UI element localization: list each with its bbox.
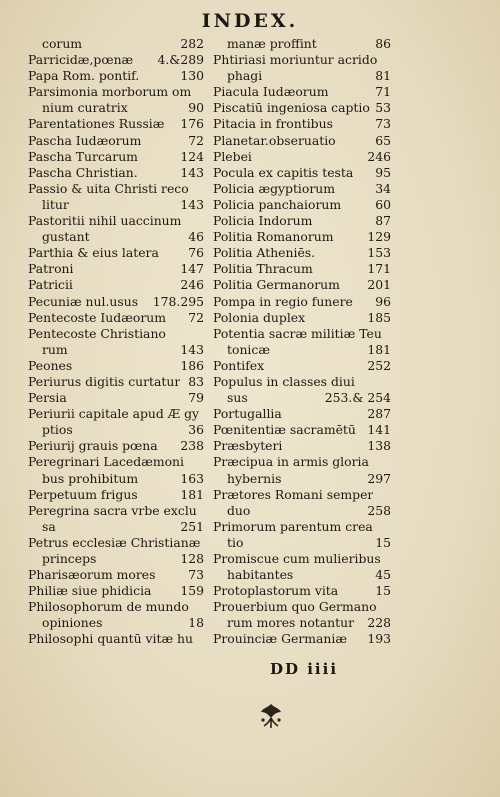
index-entry-text: Plebei xyxy=(213,148,252,164)
index-entry xyxy=(28,358,204,374)
index-entry-page: 4.&289 xyxy=(157,52,204,68)
index-entry-page: 83 xyxy=(188,373,204,389)
index-entry-page: 18 xyxy=(188,615,204,631)
index-entry-page xyxy=(387,326,391,342)
index-entry-text: manæ proffint xyxy=(227,36,317,51)
index-entry-text: Pitacia in frontibus xyxy=(213,116,333,132)
index-entry xyxy=(28,342,204,358)
index-entry-text: ptios xyxy=(42,422,73,438)
index-entry xyxy=(28,551,204,567)
index-entry xyxy=(28,471,204,487)
index-entry-text: Policia panchaiorum xyxy=(213,196,342,212)
index-entry-text: Pentecoste Christiano xyxy=(28,325,166,341)
index-entry-page: 138 xyxy=(367,438,391,454)
index-entry-text: Policia Indorum xyxy=(213,213,313,229)
index-entry xyxy=(213,261,391,277)
index-entry xyxy=(213,165,391,181)
index-entry-text: Præsbyteri xyxy=(213,438,283,454)
index-entry-text: Planetar.obseruatio xyxy=(213,132,336,148)
index-entry-page xyxy=(387,52,391,68)
index-entry xyxy=(213,615,391,631)
index-column-left xyxy=(28,36,204,648)
index-entry xyxy=(28,36,204,52)
index-entry-page: 163 xyxy=(180,470,204,486)
index-entry-page: 95 xyxy=(375,164,391,180)
index-entry xyxy=(213,294,391,310)
index-entry-page: 193 xyxy=(367,631,391,647)
index-entry xyxy=(213,326,391,342)
index-entry-page: 87 xyxy=(375,213,391,229)
index-entry xyxy=(213,358,391,374)
index-entry xyxy=(213,310,391,326)
index-entry xyxy=(213,149,391,165)
index-entry xyxy=(28,615,204,631)
index-entry xyxy=(213,277,391,293)
index-entry xyxy=(28,535,204,551)
index-entry-text: corum xyxy=(42,36,83,51)
index-entry-text: Phtiriasi moriuntur acrido xyxy=(213,52,378,68)
index-entry xyxy=(28,261,204,277)
index-entry-page: 143 xyxy=(180,164,204,180)
index-entry-text: opiniones xyxy=(42,615,103,631)
index-entry-page: 258 xyxy=(367,502,391,518)
signature-mark: DD iiii xyxy=(270,660,339,678)
index-entry-page: 86 xyxy=(375,36,391,51)
index-entry-page: 251 xyxy=(180,518,204,534)
index-entry-text: Petrus ecclesiæ Christianæ xyxy=(28,534,200,550)
index-entry xyxy=(213,100,391,116)
index-entry-text: Perpetuum frigus xyxy=(28,486,138,502)
index-entry-text: Populus in classes diui xyxy=(213,373,355,389)
index-entry-text: Peones xyxy=(28,357,73,373)
index-entry xyxy=(213,133,391,149)
index-entry-page: 72 xyxy=(188,132,204,148)
index-entry-text: Pascha Turcarum xyxy=(28,148,138,164)
index-entry-text: sus xyxy=(227,390,248,406)
index-entry-page: 252 xyxy=(367,357,391,373)
index-entry-page xyxy=(387,454,391,470)
index-entry-page: 287 xyxy=(367,406,391,422)
index-entry xyxy=(213,116,391,132)
index-entry xyxy=(213,519,391,535)
index-entry-text: Pontifex xyxy=(213,357,265,373)
index-entry-page: 90 xyxy=(188,100,204,116)
index-entry xyxy=(28,100,204,116)
index-entry xyxy=(28,326,204,342)
index-entry-text: Pecuniæ nul.usus xyxy=(28,293,139,309)
index-entry xyxy=(28,294,204,310)
index-entry-page: 128 xyxy=(180,551,204,566)
index-entry xyxy=(28,422,204,438)
index-entry xyxy=(28,149,204,165)
index-entry-page: 228 xyxy=(367,615,391,631)
index-entry-text: Patricii xyxy=(28,277,73,293)
index-entry xyxy=(28,213,204,229)
index-entry-page: 297 xyxy=(367,470,391,486)
index-entry-text: Philosophorum de mundo xyxy=(28,599,189,615)
index-entry-page: 181 xyxy=(180,486,204,502)
index-entry-text: Peregrinari Lacedæmoni xyxy=(28,454,184,470)
index-entry-page xyxy=(200,454,204,470)
index-entry-text: rum mores notantur xyxy=(227,615,355,631)
index-entry xyxy=(28,583,204,599)
index-entry xyxy=(213,551,391,567)
index-entry xyxy=(213,342,391,358)
index-entry-text: bus prohibitum xyxy=(42,470,139,486)
index-entry-text: Prouerbium quo Germano xyxy=(213,599,377,615)
index-entry xyxy=(213,245,391,261)
index-entry-page xyxy=(200,84,204,100)
index-entry-page: 73 xyxy=(375,116,391,132)
index-entry-page: 45 xyxy=(375,567,391,583)
index-entry-page xyxy=(200,181,204,197)
index-entry-page: 159 xyxy=(180,583,204,599)
index-entry-page: 60 xyxy=(375,196,391,212)
index-entry-text: sa xyxy=(42,518,56,534)
index-column-right xyxy=(213,36,391,648)
index-entry xyxy=(213,36,391,52)
index-entry-text: Piacula Iudæorum xyxy=(213,84,329,100)
index-entry-page: 73 xyxy=(188,567,204,583)
index-entry-page: 124 xyxy=(180,148,204,164)
index-entry xyxy=(28,631,204,647)
index-entry-page xyxy=(200,503,204,519)
index-entry-page: 141 xyxy=(367,422,391,438)
index-entry-text: Prouinciæ Germaniæ xyxy=(213,631,348,647)
index-entry-text: tonicæ xyxy=(227,341,270,357)
index-entry-text: Philosophi quantū vitæ hu xyxy=(28,631,193,647)
index-entry-text: Pascha Iudæorum xyxy=(28,132,142,148)
index-entry-page xyxy=(387,551,391,567)
index-entry-text: Politia Thracum xyxy=(213,261,313,277)
index-entry xyxy=(28,406,204,422)
index-entry-page: 72 xyxy=(188,309,204,325)
index-entry-text: Peregrina sacra vrbe exclu xyxy=(28,502,197,518)
index-entry-page: 71 xyxy=(375,84,391,100)
index-entry xyxy=(213,374,391,390)
index-entry-page: 153 xyxy=(367,245,391,261)
index-entry-page: 185 xyxy=(367,309,391,325)
index-entry xyxy=(28,438,204,454)
index-entry-page: 143 xyxy=(180,341,204,357)
index-entry-page: 201 xyxy=(367,277,391,293)
printer-fleuron-icon xyxy=(255,700,287,730)
index-entry xyxy=(28,567,204,583)
index-entry-page: 129 xyxy=(367,229,391,245)
index-entry-page: 96 xyxy=(375,293,391,309)
index-entry-page: 143 xyxy=(180,196,204,212)
index-entry-text: Parentationes Russiæ xyxy=(28,116,165,132)
index-entry-text: Politia Atheniēs. xyxy=(213,245,316,261)
index-entry-text: habitantes xyxy=(227,567,294,583)
index-entry-text: Passio & uita Christi reco xyxy=(28,180,189,196)
index-entry-page: 181 xyxy=(367,341,391,357)
index-entry-page: 34 xyxy=(375,180,391,196)
index-entry-text: gustant xyxy=(42,229,90,245)
index-entry-page: 238 xyxy=(180,438,204,454)
index-entry-page xyxy=(387,599,391,615)
index-entry-text: Politia Germanorum xyxy=(213,277,340,293)
index-entry xyxy=(213,229,391,245)
index-entry-text: phagi xyxy=(227,68,263,84)
index-entry-page xyxy=(200,631,204,647)
index-entry-text: Periurus digitis curtatur xyxy=(28,373,181,389)
index-entry-text: rum xyxy=(42,341,68,357)
index-entry xyxy=(213,406,391,422)
index-entry-text: Pascha Christian. xyxy=(28,164,138,180)
index-entry xyxy=(28,599,204,615)
index-entry-text: Primorum parentum crea xyxy=(213,518,373,534)
index-entry-page: 253.& 254 xyxy=(324,390,391,406)
index-entry-text: Periurij grauis pœna xyxy=(28,438,158,454)
index-entry-text: Præcipua in armis gloria xyxy=(213,454,369,470)
index-entry-page xyxy=(387,487,391,503)
index-entry-page: 53 xyxy=(375,100,391,116)
index-entry xyxy=(28,374,204,390)
index-entry-page: 76 xyxy=(188,245,204,261)
index-entry xyxy=(213,438,391,454)
index-entry-text: Protoplastorum vita xyxy=(213,583,339,599)
index-entry-text: Pastoritii nihil uaccinum xyxy=(28,213,182,229)
index-entry-page: 282 xyxy=(180,36,204,51)
index-entry xyxy=(213,84,391,100)
index-entry-page xyxy=(200,326,204,342)
index-entry xyxy=(213,422,391,438)
page-title: INDEX. xyxy=(201,10,299,32)
index-entry-text: Philiæ siue phidicia xyxy=(28,583,152,599)
index-entry xyxy=(28,84,204,100)
index-entry-page xyxy=(387,519,391,535)
index-entry xyxy=(28,181,204,197)
index-entry xyxy=(213,631,391,647)
index-entry-text: duo xyxy=(227,502,251,518)
index-entry-page: 65 xyxy=(375,132,391,148)
index-entry-text: princeps xyxy=(42,551,97,566)
index-entry xyxy=(28,197,204,213)
index-entry-text: Papa Rom. pontif. xyxy=(28,68,140,84)
index-entry-text: Polonia duplex xyxy=(213,309,306,325)
index-entry-text: Policia ægyptiorum xyxy=(213,180,336,196)
index-entry xyxy=(28,503,204,519)
index-entry-text: Parthia & eius latera xyxy=(28,245,159,261)
index-entry-page: 171 xyxy=(367,261,391,277)
index-entry xyxy=(28,277,204,293)
index-entry-page: 81 xyxy=(375,68,391,84)
index-entry xyxy=(213,390,391,406)
index-entry-text: Pentecoste Iudæorum xyxy=(28,309,166,325)
index-entry xyxy=(213,599,391,615)
index-entry xyxy=(213,454,391,470)
index-entry-page xyxy=(200,406,204,422)
index-entry-text: Pocula ex capitis testa xyxy=(213,164,354,180)
index-entry-page: 178.295 xyxy=(152,293,204,309)
index-entry-page: 15 xyxy=(375,534,391,550)
index-entry xyxy=(213,52,391,68)
index-entry xyxy=(213,471,391,487)
index-entry-text: Pompa in regio funere xyxy=(213,293,353,309)
index-entry-text: Pœnitentiæ sacramētū xyxy=(213,422,356,438)
index-entry xyxy=(213,213,391,229)
index-entry-text: Piscatiū ingeniosa captio xyxy=(213,100,370,116)
index-entry xyxy=(28,454,204,470)
index-entry-text: nium curatrix xyxy=(42,100,128,116)
index-entry xyxy=(213,197,391,213)
index-entry xyxy=(28,390,204,406)
index-entry-text: Parricidæ,pœnæ xyxy=(28,52,134,68)
index-entry-page: 46 xyxy=(188,229,204,245)
index-entry xyxy=(28,519,204,535)
index-entry xyxy=(213,68,391,84)
index-entry-page: 246 xyxy=(367,148,391,164)
index-entry-page xyxy=(200,213,204,229)
index-entry xyxy=(28,245,204,261)
index-entry xyxy=(213,503,391,519)
index-entry-page: 176 xyxy=(180,116,204,132)
index-entry-text: Parsimonia morborum om xyxy=(28,84,192,100)
index-entry-text: Patroni xyxy=(28,261,74,277)
index-entry-text: Potentia sacræ militiæ Teu xyxy=(213,325,382,341)
index-entry xyxy=(28,116,204,132)
index-entry xyxy=(28,52,204,68)
index-entry-page: 130 xyxy=(180,68,204,84)
index-entry-page xyxy=(387,374,391,390)
index-entry-text: Portugallia xyxy=(213,406,282,422)
index-entry-page: 246 xyxy=(180,277,204,293)
index-entry-text: Pharisæorum mores xyxy=(28,567,156,583)
index-entry-page: 15 xyxy=(375,583,391,599)
index-entry-text: Periurii capitale apud Æ gy xyxy=(28,406,200,422)
index-entry xyxy=(28,133,204,149)
index-entry-text: tio xyxy=(227,534,244,550)
index-entry xyxy=(213,583,391,599)
index-entry xyxy=(28,165,204,181)
index-entry xyxy=(213,487,391,503)
index-entry-page: 147 xyxy=(180,261,204,277)
index-entry xyxy=(28,229,204,245)
index-entry-text: Politia Romanorum xyxy=(213,229,334,245)
index-entry-page: 186 xyxy=(180,357,204,373)
index-entry-text: litur xyxy=(42,196,69,212)
index-entry-text: Promiscue cum mulieribus xyxy=(213,551,381,566)
index-entry-page: 79 xyxy=(188,390,204,406)
index-entry-page: 36 xyxy=(188,422,204,438)
index-entry xyxy=(213,567,391,583)
index-entry-page xyxy=(200,599,204,615)
index-entry xyxy=(213,535,391,551)
index-entry-text: Persia xyxy=(28,390,67,406)
index-entry xyxy=(213,181,391,197)
index-entry-text: hybernis xyxy=(227,470,282,486)
index-entry xyxy=(28,487,204,503)
index-entry-text: Prætores Romani semper xyxy=(213,486,374,502)
index-entry-page xyxy=(200,535,204,551)
index-entry xyxy=(28,68,204,84)
index-entry xyxy=(28,310,204,326)
